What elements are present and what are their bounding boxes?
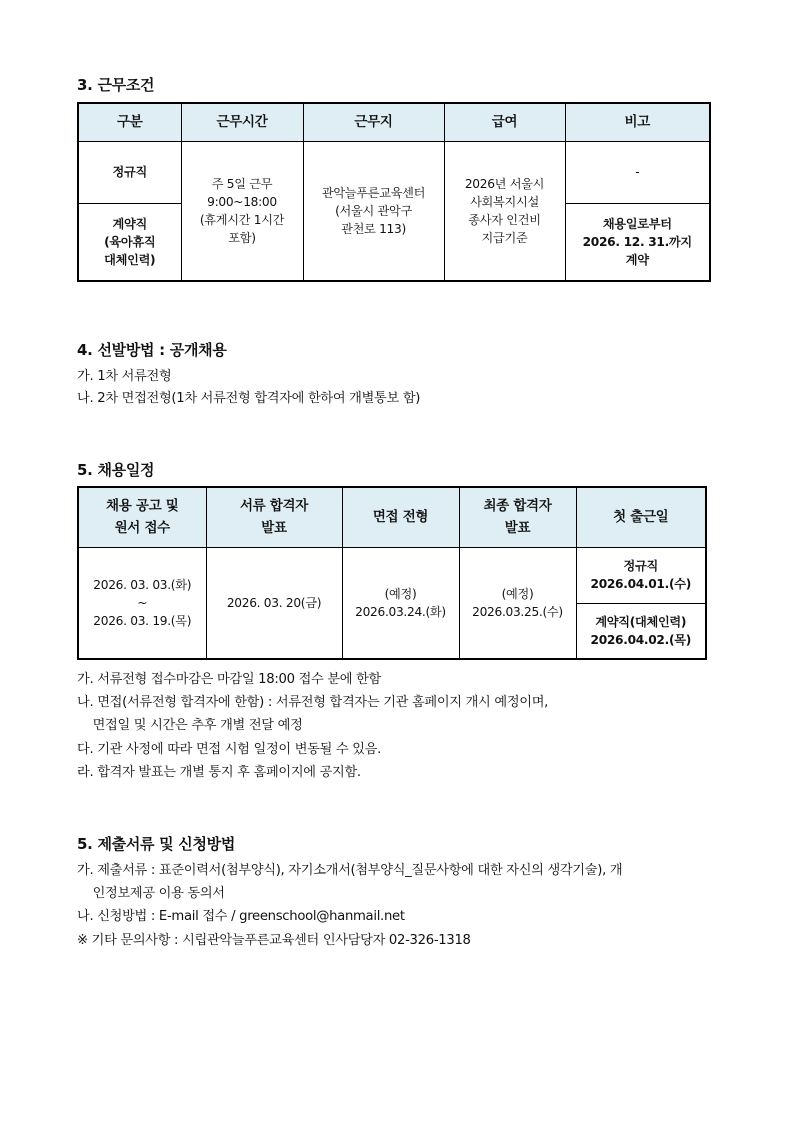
apply-period-cell <box>78 547 206 659</box>
submission-item: 가. 제출서류 : 표준이력서(첨부양식), 자기소개서(첨부양식_질문사항에 대한 자신의 생각기술), 개 <box>77 863 623 878</box>
pay-line: 종사자 인건비 <box>468 212 541 227</box>
place-cell <box>303 141 444 281</box>
header-category: 구분 <box>78 103 181 141</box>
pay-line: 지급기준 <box>481 230 528 245</box>
header-note: 비고 <box>565 103 710 141</box>
schedule-note: 가. 서류전형 접수마감은 마감일 18:00 접수 분에 한함 <box>77 672 381 687</box>
interview-line: 2026.03.24.(화) <box>355 604 446 619</box>
header-line: 원서 접수 <box>114 520 170 537</box>
type-contract <box>78 203 181 281</box>
final-line: 2026.03.25.(수) <box>472 604 563 619</box>
hours-line: 주 5일 근무 <box>211 176 273 191</box>
table-row <box>78 547 706 603</box>
type-regular: 정규직 <box>78 141 181 203</box>
table-row <box>78 141 710 203</box>
header-place: 근무지 <box>303 103 444 141</box>
submission-item: 인정보제공 이용 동의서 <box>77 886 225 901</box>
header-doc-result <box>206 487 342 547</box>
note-line: 2026. 12. 31.까지 <box>582 234 692 249</box>
note-line: 계약 <box>625 252 649 267</box>
header-line: 발표 <box>261 520 287 537</box>
note-regular: - <box>565 141 710 203</box>
place-line: (서울시 관악구 <box>335 203 412 218</box>
hours-line: 9:00~18:00 <box>207 194 277 209</box>
work-conditions-table <box>77 102 711 282</box>
pay-line: 2026년 서울시 <box>464 176 545 191</box>
header-interview <box>342 487 459 547</box>
start-contract-cell <box>576 603 706 659</box>
header-line: 발표 <box>504 520 531 537</box>
hours-line: 포함) <box>228 230 256 245</box>
note-contract <box>565 203 710 281</box>
hours-cell <box>181 141 303 281</box>
selection-item: 나. 2차 면접전형(1차 서류전형 합격자에 한하여 개별통보 함) <box>77 391 421 406</box>
header-pay: 급여 <box>444 103 565 141</box>
pay-cell <box>444 141 565 281</box>
header-line: 채용 공고 및 <box>105 498 179 515</box>
type-line: (육아휴직 <box>104 234 156 249</box>
apply-line: 2026. 03. 03.(화) <box>93 577 192 592</box>
schedule-note: 다. 기관 사정에 따라 면접 시험 일정이 변동될 수 있음. <box>77 742 382 757</box>
contact-note: ※ 기타 문의사항 : 시립관악늘푸른교육센터 인사담당자 02-326-1318 <box>77 933 471 948</box>
header-hours: 근무시간 <box>181 103 303 141</box>
schedule-note: 면접일 및 시간은 추후 개별 전달 예정 <box>77 718 303 733</box>
section4-heading: 4. 선발방법 : 공개채용 <box>77 341 227 359</box>
header-line: 면접 전형 <box>372 509 429 526</box>
place-line: 관악늘푸른교육센터 <box>321 185 426 200</box>
table-header-row <box>78 103 710 141</box>
interview-cell <box>342 547 459 659</box>
start-line: 2026.04.02.(목) <box>590 632 691 647</box>
header-final-result <box>459 487 576 547</box>
start-line: 계약직(대체인력) <box>595 614 687 629</box>
selection-item: 가. 1차 서류전형 <box>77 369 172 384</box>
section3-heading: 3. 근무조건 <box>77 76 155 94</box>
type-line: 계약직 <box>112 216 147 231</box>
schedule-note: 나. 면접(서류전형 합격자에 한함) : 서류전형 합격자는 기관 홈페이지 개시 예정이며, <box>77 695 549 710</box>
apply-line: 2026. 03. 19.(목) <box>93 613 192 628</box>
start-regular-cell <box>576 547 706 603</box>
section5-heading: 5. 채용일정 <box>77 461 155 479</box>
interview-line: (예정) <box>384 586 417 601</box>
final-line: (예정) <box>501 586 534 601</box>
start-line: 정규직 <box>623 559 658 573</box>
hours-line: (휴게시간 1시간 <box>199 212 285 227</box>
final-result-cell <box>459 547 576 659</box>
pay-line: 사회복지시설 <box>470 194 539 209</box>
header-line: 첫 출근일 <box>613 509 669 526</box>
apply-line: ~ <box>137 595 148 610</box>
type-line: 대체인력) <box>104 252 156 267</box>
start-line: 2026.04.01.(수) <box>590 577 691 591</box>
note-line: 채용일로부터 <box>602 216 672 231</box>
header-start-date <box>576 487 706 547</box>
schedule-note: 라. 합격자 발표는 개별 통지 후 홈페이지에 공지함. <box>77 765 361 780</box>
table-header-row <box>78 487 706 547</box>
place-line: 관천로 113) <box>341 221 406 236</box>
schedule-table <box>77 486 707 660</box>
header-line: 서류 합격자 <box>239 498 309 515</box>
doc-result-cell: 2026. 03. 20(금) <box>206 547 342 659</box>
header-apply <box>78 487 206 547</box>
submission-item: 나. 신청방법 : E-mail 접수 / greenschool@hanmail.net <box>77 909 405 924</box>
header-line: 최종 합격자 <box>483 498 552 515</box>
section6-heading: 5. 제출서류 및 신청방법 <box>77 835 236 853</box>
